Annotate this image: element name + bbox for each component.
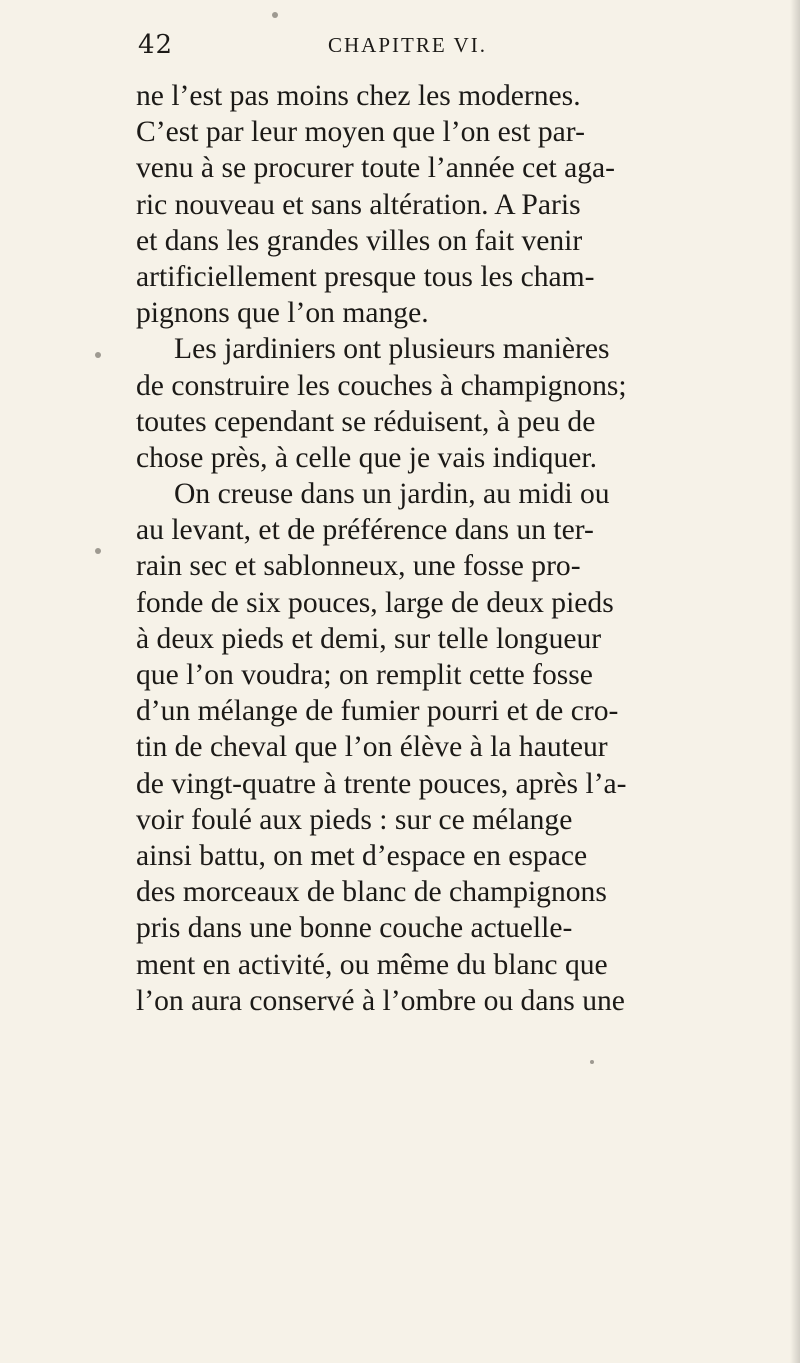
- text-line: toutes cependant se réduisent, à peu de: [136, 405, 596, 438]
- text-line: Les jardiniers ont plusieurs manières: [174, 333, 610, 366]
- ink-speck: [272, 12, 278, 18]
- text-line: au levant, et de préférence dans un ter-: [136, 514, 594, 547]
- text-line: et dans les grandes villes on fait venir: [136, 224, 583, 257]
- page-edge-shadow: [790, 0, 800, 1363]
- text-line: des morceaux de blanc de champignons: [136, 876, 607, 909]
- text-line: voir foulé aux pieds : sur ce mélange: [136, 803, 573, 836]
- page-number: 42: [138, 30, 174, 60]
- ink-speck: [95, 352, 101, 358]
- text-line: artificiellement presque tous les cham-: [136, 260, 595, 293]
- text-line: que l’on voudra; on remplit cette fosse: [136, 659, 593, 691]
- text-line: pris dans une bonne couche actuelle-: [136, 912, 573, 945]
- text-line: de construire les couches à champignons;: [136, 369, 627, 402]
- text-line: tin de cheval que l’on élève à la hauteur: [136, 731, 608, 764]
- text-line: chose près, à celle que je vais indiquer.: [136, 441, 598, 474]
- text-line: pignons que l’on mange.: [136, 297, 429, 330]
- body-text: [136, 78, 756, 1019]
- text-line: rain sec et sablonneux, une fosse pro-: [136, 550, 581, 583]
- text-line: ainsi battu, on met d’espace en espace: [136, 839, 588, 872]
- text-line: d’un mélange de fumier pourri et de cro-: [136, 695, 619, 728]
- running-head: CHAPITRE VI.: [328, 33, 487, 57]
- ink-speck: [590, 1060, 594, 1064]
- text-line: fonde de six pouces, large de deux pieds: [136, 586, 614, 619]
- text-line: On creuse dans un jardin, au midi ou: [174, 478, 610, 511]
- text-line: de vingt-quatre à trente pouces, après l’a-: [136, 767, 627, 800]
- text-line: ric nouveau et sans altération. A Paris: [136, 188, 581, 221]
- page-header: [130, 30, 750, 64]
- text-line: l’on aura conservé à l’ombre ou dans une: [136, 984, 625, 1017]
- text-line: ne l’est pas moins chez les modernes.: [136, 80, 581, 112]
- text-line: ment en activité, ou même du blanc que: [136, 948, 608, 981]
- text-line: C’est par leur moyen que l’on est par-: [136, 116, 585, 149]
- ink-speck: [95, 548, 101, 554]
- text-line: à deux pieds et demi, sur telle longueur: [136, 622, 602, 655]
- text-line: venu à se procurer toute l’année cet aga-: [136, 152, 615, 185]
